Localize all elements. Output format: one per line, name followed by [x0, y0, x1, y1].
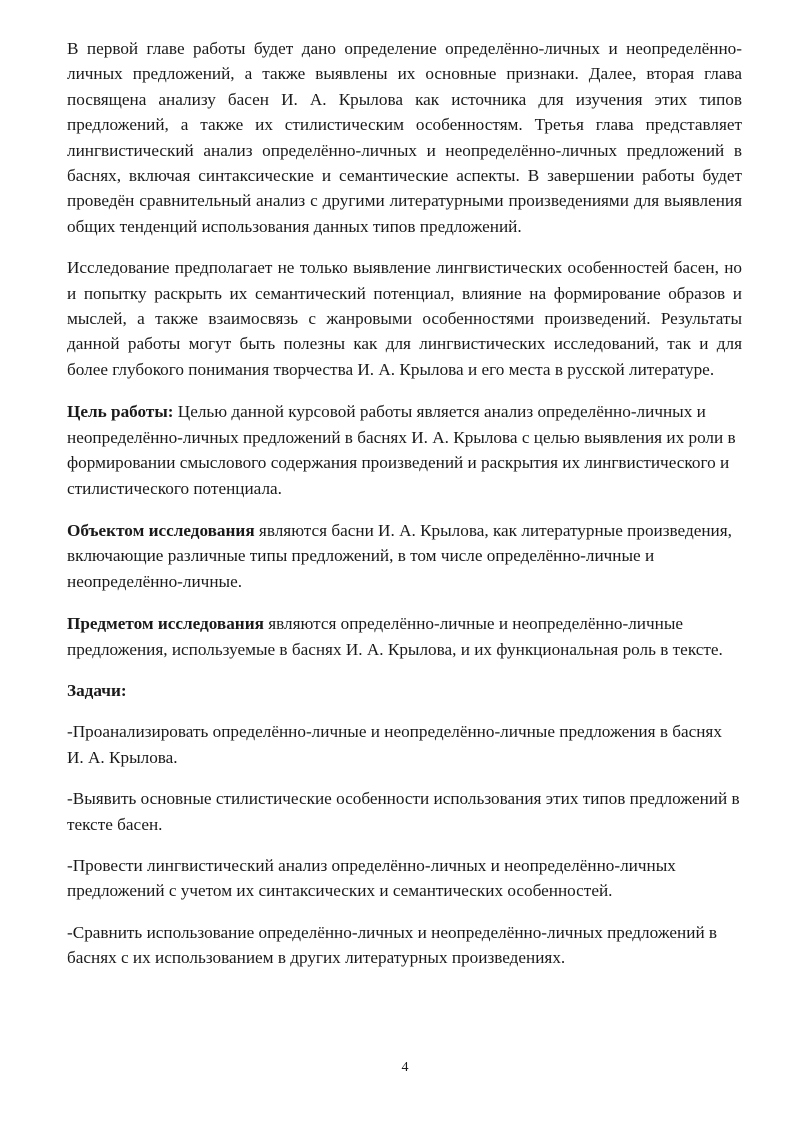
- object-text: являются басни И. А. Крылова, как литературные произведения, включающие различные типы предложений, в том числе определённо-личные и неопределённо-личные.: [67, 520, 732, 591]
- task-item: -Выявить основные стилистические особенности использования этих типов предложений в тексте басен.: [67, 789, 740, 834]
- task-item: -Проанализировать определённо-личные и неопределённо-личные предложения в баснях И. А. Крылова.: [67, 722, 722, 767]
- tasks-heading: [67, 678, 742, 703]
- subject-text: являются определённо-личные и неопределённо-личные предложения, используемые в баснях И. А. Крылова, и их функциональная роль в тексте.: [67, 614, 723, 659]
- object-paragraph: [67, 518, 742, 594]
- subject-label: Предметом исследования: [67, 614, 264, 634]
- intro-paragraph-2: Исследование предполагает не только выявление лингвистических особенностей басен, но и попытку раскрыть их семантический потенциал, влияние на формирование образов и мыслей, а также взаимосвязь с жанровыми особенностями произведений. Результаты данной работы могут быть полезны как для лингвистических исследований, так и для более глубокого понимания творчества И. А. Крылова и его места в русской литературе.: [67, 258, 742, 379]
- intro-paragraph-1: В первой главе работы будет дано определение определённо-личных и неопределённо-личных предложений, а также выявлены их основные признаки. Далее, вторая глава посвящена анализу басен И. А. Крылова как источника для изучения этих типов предложений, а также их стилистическим особенностям. Третья глава представляет лингвистический анализ определённо-личных и неопределённо-личных предложений в баснях, включая синтаксические и семантические аспекты. В завершении работы будет проведён сравнительный анализ с другими литературными произведениями для выявления общих тенденций использования данных типов предложений.: [67, 39, 742, 236]
- task-item: -Сравнить использование определённо-личных и неопределённо-личных предложений в баснях с их использованием в других литературных произведениях.: [67, 922, 718, 968]
- goal-paragraph: [67, 399, 742, 501]
- page-number: 4: [401, 1060, 409, 1075]
- tasks-heading-label: Задачи:: [67, 680, 127, 700]
- subject-paragraph: [67, 611, 742, 662]
- object-label: Объектом исследования: [67, 520, 255, 540]
- goal-label: Цель работы:: [67, 402, 174, 422]
- task-item: -Провести лингвистический анализ определённо-личных и неопределённо-личных предложений с учетом их синтаксических и семантических особенностей.: [67, 855, 676, 901]
- goal-text: Целью данной курсовой работы является анализ определённо-личных и неопределённо-личных предложений в баснях И. А. Крылова с целью выявления их роли в формировании смыслового содержания произведений и раскрытия их лингвистического и стилистического потенциала.: [67, 402, 736, 498]
- document-page: [67, 36, 742, 987]
